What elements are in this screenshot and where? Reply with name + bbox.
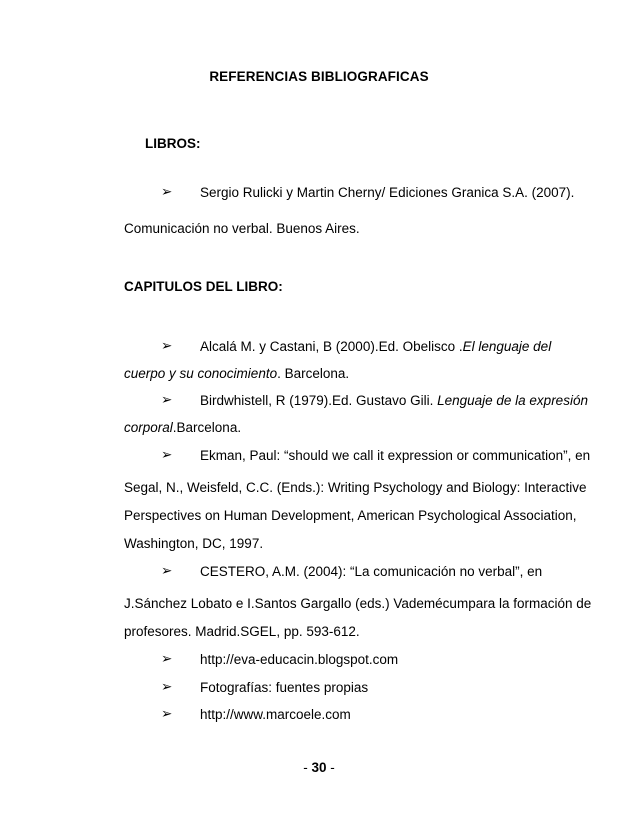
reference-line: Comunicación no verbal. Buenos Aires. [124, 221, 360, 236]
section-heading-capitulos: CAPITULOS DEL LIBRO: [124, 279, 283, 294]
bullet-arrow-icon: ➢ [161, 392, 173, 408]
reference-text: . Barcelona. [277, 366, 350, 381]
reference-link: http://www.marcoele.com [200, 707, 351, 722]
reference-line: Sergio Rulicki y Martin Cherny/ Ediciones Granica S.A. (2007). [200, 185, 575, 200]
reference-text: Birdwhistell, R (1979).Ed. Gustavo Gili. [200, 393, 438, 408]
reference-text: .Barcelona. [172, 420, 242, 435]
page-title: REFERENCIAS BIBLIOGRAFICAS [209, 69, 429, 84]
reference-line [124, 420, 241, 436]
reference-title-italic: Lenguaje de la expresión [437, 393, 588, 408]
reference-link: http://eva-educacin.blogspot.com [200, 652, 399, 667]
bullet-arrow-icon: ➢ [161, 651, 173, 667]
reference-line [200, 339, 551, 355]
section-heading-libros: LIBROS: [145, 136, 201, 151]
reference-line: Fotografías: fuentes propias [200, 680, 369, 695]
reference-line [200, 393, 588, 409]
bullet-arrow-icon: ➢ [161, 706, 173, 722]
reference-line: profesores. Madrid.SGEL, pp. 593-612. [124, 624, 360, 639]
bullet-arrow-icon: ➢ [161, 679, 173, 695]
reference-line: Washington, DC, 1997. [124, 536, 264, 551]
bullet-arrow-icon: ➢ [161, 184, 173, 200]
page-number-value: 30 [311, 760, 327, 775]
bullet-arrow-icon: ➢ [161, 338, 173, 354]
page-number-suffix: - [326, 760, 335, 775]
reference-title-italic: corporal [124, 420, 173, 435]
reference-title-italic: El lenguaje del [462, 339, 552, 354]
bullet-arrow-icon: ➢ [161, 447, 173, 463]
reference-line: CESTERO, A.M. (2004): “La comunicación no verbal”, en [200, 564, 543, 579]
bullet-arrow-icon: ➢ [161, 563, 173, 579]
reference-line: Perspectives on Human Development, American Psychological Association, [124, 508, 577, 523]
reference-text: Alcalá M. y Castani, B (2000).Ed. Obelisco . [200, 339, 463, 354]
reference-line: Ekman, Paul: “should we call it expression or communication”, en [200, 448, 591, 463]
reference-line [124, 366, 349, 382]
reference-line: Segal, N., Weisfeld, C.C. (Ends.): Writing Psychology and Biology: Interactive [124, 480, 587, 495]
page-number-prefix: - [303, 760, 312, 775]
reference-title-italic: cuerpo y su conocimiento [124, 366, 278, 381]
page-number [0, 760, 638, 775]
reference-line: J.Sánchez Lobato e I.Santos Gargallo (eds.) Vademécumpara la formación de [124, 596, 592, 611]
